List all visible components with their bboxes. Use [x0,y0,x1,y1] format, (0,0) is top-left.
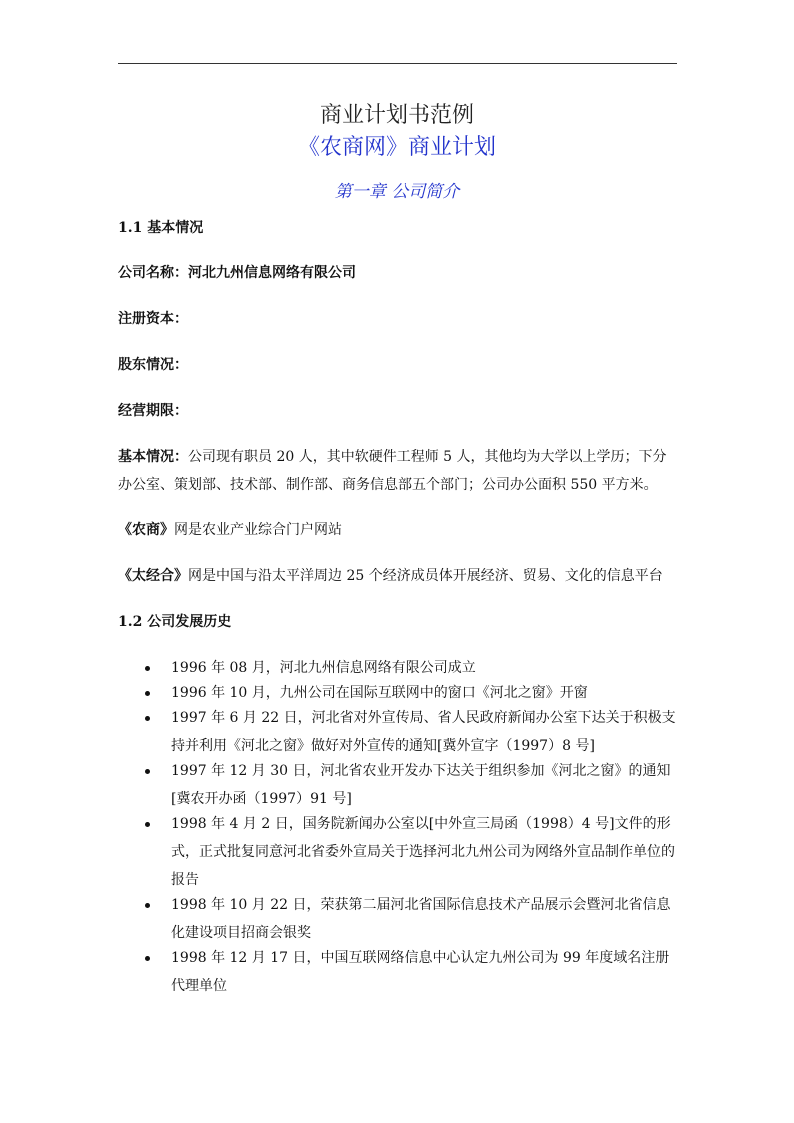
taijinghe-line [118,562,680,590]
label: 《太经合》 [118,568,188,584]
section-title: 1.2 公司发展历史 [118,614,232,630]
capital-line [118,305,680,333]
label: 股东情况： [118,357,188,373]
basic-info-paragraph [118,443,680,499]
chapter-heading: 第一章 公司简介 [334,182,460,202]
section-title: 1.1 基本情况 [118,220,204,236]
value: 河北九州信息网络有限公司 [188,265,356,281]
company-name-line [118,259,680,287]
list-item: 1998 年 12 月 17 日，中国互联网络信息中心认定九州公司为 99 年度域名注册代理单位 [118,944,680,1000]
document-title: 商业计划书范例 [319,103,474,128]
term-line [118,397,680,425]
label: 公司名称： [118,265,188,281]
list-item: 1997 年 6 月 22 日，河北省对外宣传局、省人民政府新闻办公室下达关于积极支持并利用《河北之窗》做好对外宣传的通知[冀外宣字（1997）8 号] [118,704,680,760]
history-list [118,654,680,997]
document-subtitle: 《农商网》商业计划 [297,135,496,160]
list-item: 1998 年 10 月 22 日，荣获第二届河北省国际信息技术产品展示会暨河北省信息化建设项目招商会银奖 [118,891,680,947]
label: 注册资本： [118,311,188,327]
label: 经营期限： [118,403,188,419]
section-heading-2 [118,608,680,636]
label: 基本情况： [118,449,188,465]
label: 《农商》 [118,522,174,538]
list-item: 1998 年 4 月 2 日，国务院新闻办公室以[中外宣三局函（1998）4 号]文件的形式，正式批复同意河北省委外宣局关于选择河北九州公司为网络外宣品制作单位的报告 [118,810,680,894]
header-rule [118,63,677,64]
nongshang-line [118,516,680,544]
list-item: 1996 年 10 月，九州公司在国际互联网中的窗口《河北之窗》开窗 [118,679,680,707]
text: 网是农业产业综合门户网站 [174,522,342,538]
list-item: 1996 年 08 月，河北九州信息网络有限公司成立 [118,654,680,682]
shareholders-line [118,351,680,379]
list-item: 1997 年 12 月 30 日，河北省农业开发办下达关于组织参加《河北之窗》的通知[冀农开办函（1997）91 号] [118,757,680,813]
section-heading-1 [118,214,680,242]
text: 公司现有职员 20 人，其中软硬件工程师 5 人，其他均为大学以上学历；下分办公室、策划部、技术部、制作部、商务信息部五个部门；公司办公面积 550 平方米。 [118,449,667,493]
text: 网是中国与沿太平洋周边 25 个经济成员体开展经济、贸易、文化的信息平台 [188,568,663,584]
